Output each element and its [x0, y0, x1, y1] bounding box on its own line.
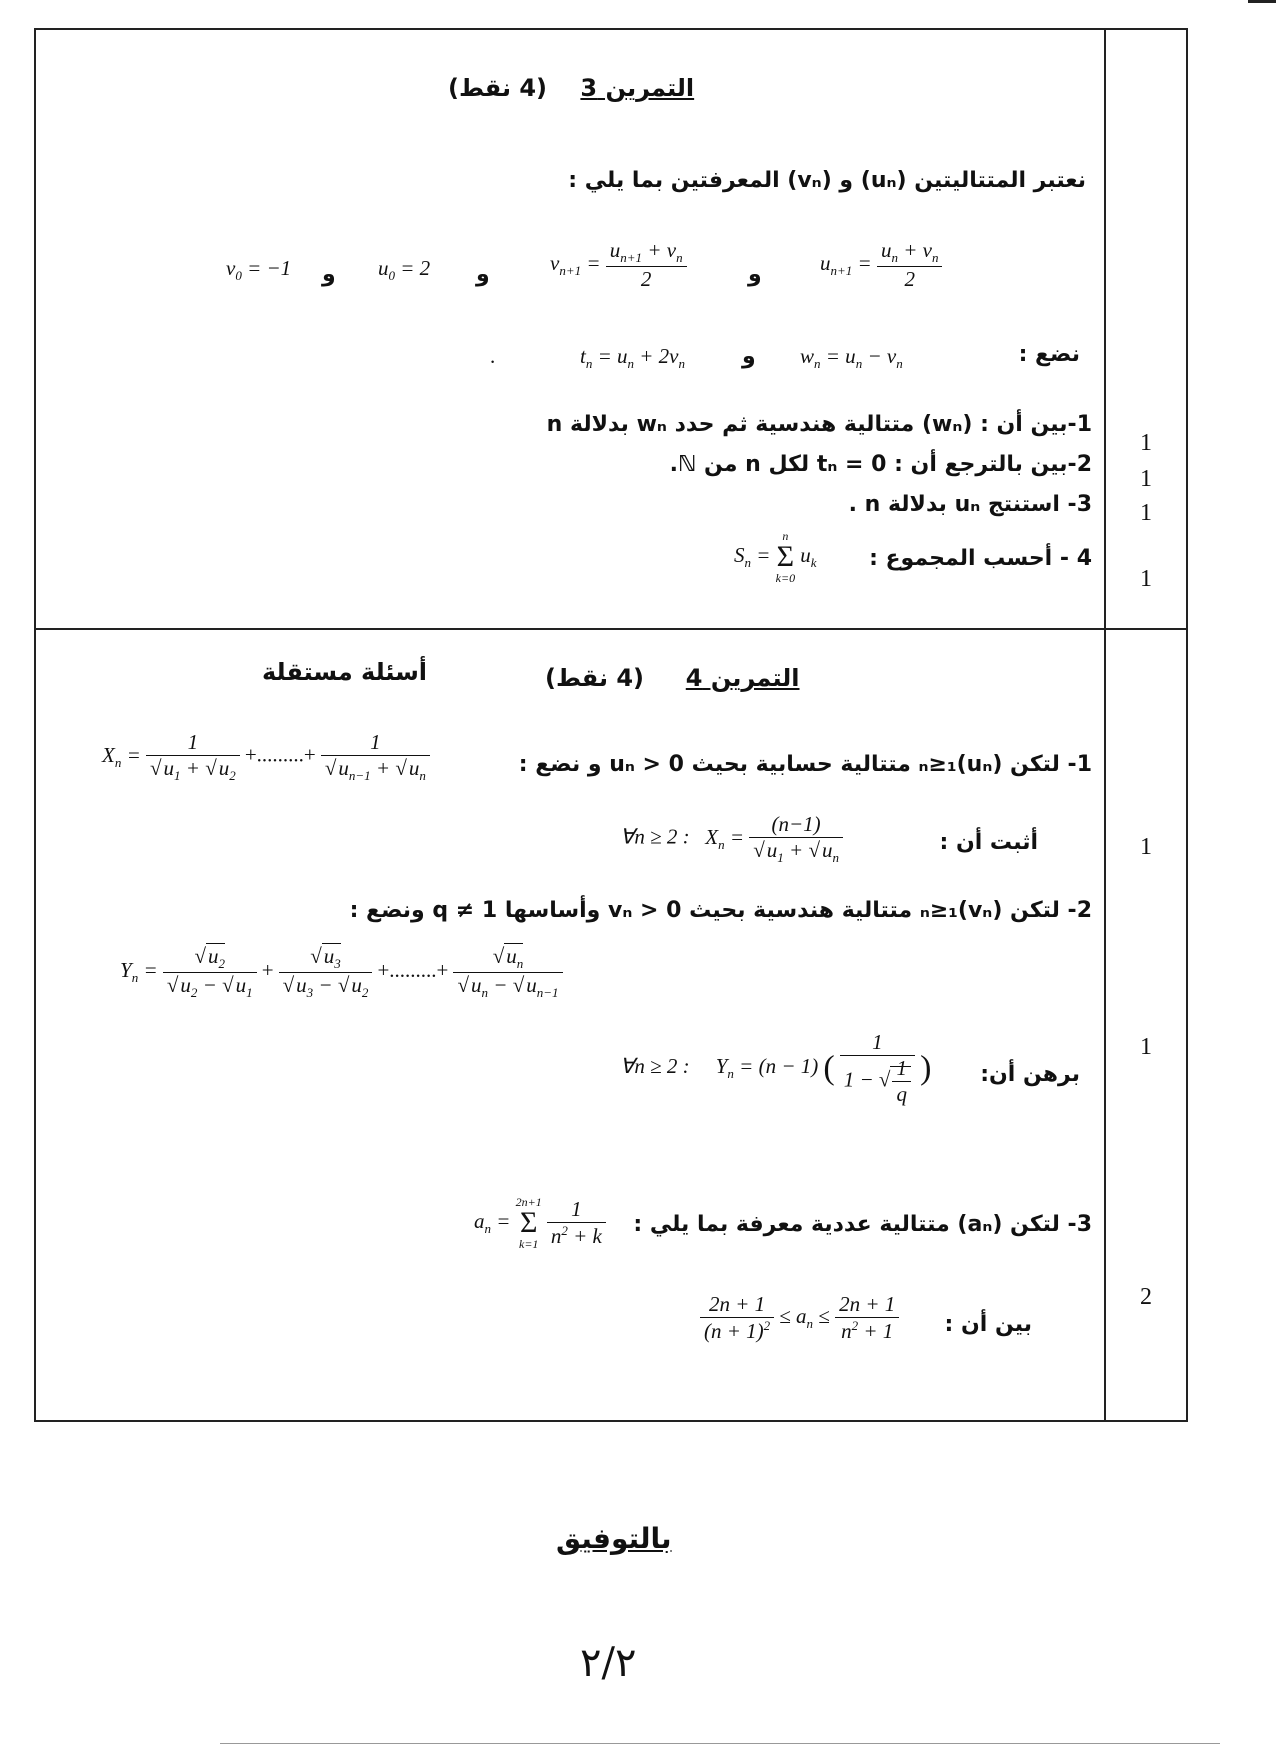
ex4-q3-result: $\frac{2n + 1}{(n + 1)^2}$ ≤ $a_n$ ≤ $\frac{2n + 1}{n^2 + 1}$	[700, 1292, 899, 1344]
ex4-q3-prove: بين أن :	[944, 1312, 1032, 1337]
ex4-points: (4 نقط)	[545, 664, 644, 692]
ex3-dot: .	[490, 344, 496, 368]
ex3-mark-1: 1	[1140, 430, 1152, 456]
closing-text: بالتوفيق	[556, 1522, 672, 1555]
ex3-def-u: $u_{n+1}$ = $\frac{u_n + v_n}{2}$	[820, 238, 942, 292]
ex4-mark-3: 2	[1140, 1284, 1152, 1310]
ex3-q1: 1-بين أن : (wₙ) متتالية هندسية ثم حدد wₙ بدلالة n	[546, 412, 1092, 437]
ex4-q1: 1- لتكن (uₙ)ₙ≥₁ متتالية حسابية بحيث uₙ > 0 و نضع :	[518, 752, 1092, 777]
bottom-rule	[220, 1743, 1220, 1744]
ex3-t-def: $t_n = u_n + 2v_n$	[580, 344, 686, 372]
ex3-mark-2: 1	[1140, 466, 1152, 492]
ex3-mark-4: 1	[1140, 566, 1152, 592]
ex4-header	[545, 664, 800, 692]
ex4-q2: 2- لتكن (vₙ)ₙ≥₁ متتالية هندسية بحيث vₙ > 0 وأساسها q ≠ 1 ونضع :	[349, 898, 1092, 923]
ex4-y-def: $Y_n$ = $\frac{√u_2}{√u_2 - √u_1}$ + $\frac{√u_3}{√u_3 - √u_2}$ +.........+ $\frac{√u_n}{√u_n - √u_{n-1}}$	[120, 944, 563, 1001]
ex3-w-def: $w_n = u_n - v_n$	[800, 344, 903, 372]
ex3-v0: $v_0 = -1$	[226, 256, 292, 284]
ex3-header	[448, 74, 694, 102]
ex4-q3: 3- لتكن (aₙ) متتالية عددية معرفة بما يلي :	[633, 1212, 1092, 1237]
ex3-u0: $u_0 = 2$	[378, 256, 431, 284]
ex3-and-3: و	[322, 262, 336, 287]
ex3-set-label: نضع :	[1018, 342, 1080, 367]
exercise-divider	[34, 628, 1188, 630]
ex4-q2-prove: برهن أن:	[980, 1062, 1080, 1087]
ex3-intro: نعتبر المتتاليتين (uₙ) و (vₙ) المعرفتين بما يلي :	[568, 168, 1086, 193]
ex3-title: التمرين 3	[580, 74, 695, 102]
ex3-sum-formula: $S_n$ = n Σ k=0 $u_k$	[734, 529, 817, 585]
ex4-a-def: $a_n$ = 2n+1 Σ k=1 $\frac{1}{n^2 + k}$	[474, 1196, 606, 1250]
ex3-and-2: و	[476, 262, 490, 287]
ex3-mark-3: 1	[1140, 500, 1152, 526]
ex3-def-v: $v_{n+1}$ = $\frac{u_{n+1} + v_n}{2}$	[550, 238, 687, 292]
ex3-and-4: و	[742, 344, 756, 369]
page-number: ٢/٢	[580, 1640, 637, 1686]
ex4-q2-quantifier: ∀n ≥ 2 :	[620, 1054, 690, 1078]
ex4-mark-2: 1	[1140, 1034, 1152, 1060]
ex4-q1-result: ∀n ≥ 2 : $X_n$ = $\frac{(n-1)}{√u_1 + √u_n}$	[620, 812, 843, 866]
ex4-x-def: $X_n$ = $\frac{1}{√u_1 + √u_2}$ +.........+ $\frac{1}{√u_{n-1} + √u_n}$	[102, 730, 430, 784]
ex3-q3: 3- استنتج uₙ بدلالة n .	[848, 492, 1092, 517]
ex4-q1-quantifier: ∀n ≥ 2 :	[620, 824, 690, 849]
ex4-subtitle: أسئلة مستقلة	[262, 658, 428, 686]
ex4-q1-prove: أثبت أن :	[939, 830, 1038, 855]
ex4-title: التمرين 4	[685, 664, 800, 692]
ex4-mark-1: 1	[1140, 834, 1152, 860]
corner-mark	[1248, 0, 1276, 3]
ex3-points: (4 نقط)	[448, 74, 547, 102]
ex3-and-1: و	[748, 262, 762, 287]
ex3-q2: 2-بين بالترجع أن : tₙ = 0 لكل n من ℕ.	[669, 452, 1092, 477]
ex4-q2-result: ∀n ≥ 2 : $Y_n = (n - 1)$ ( 1 1 − √ $\frac{1}{q}$ )	[620, 1030, 932, 1106]
marks-column-divider	[1104, 28, 1106, 1422]
ex3-q4: 4 - أحسب المجموع :	[869, 546, 1092, 571]
